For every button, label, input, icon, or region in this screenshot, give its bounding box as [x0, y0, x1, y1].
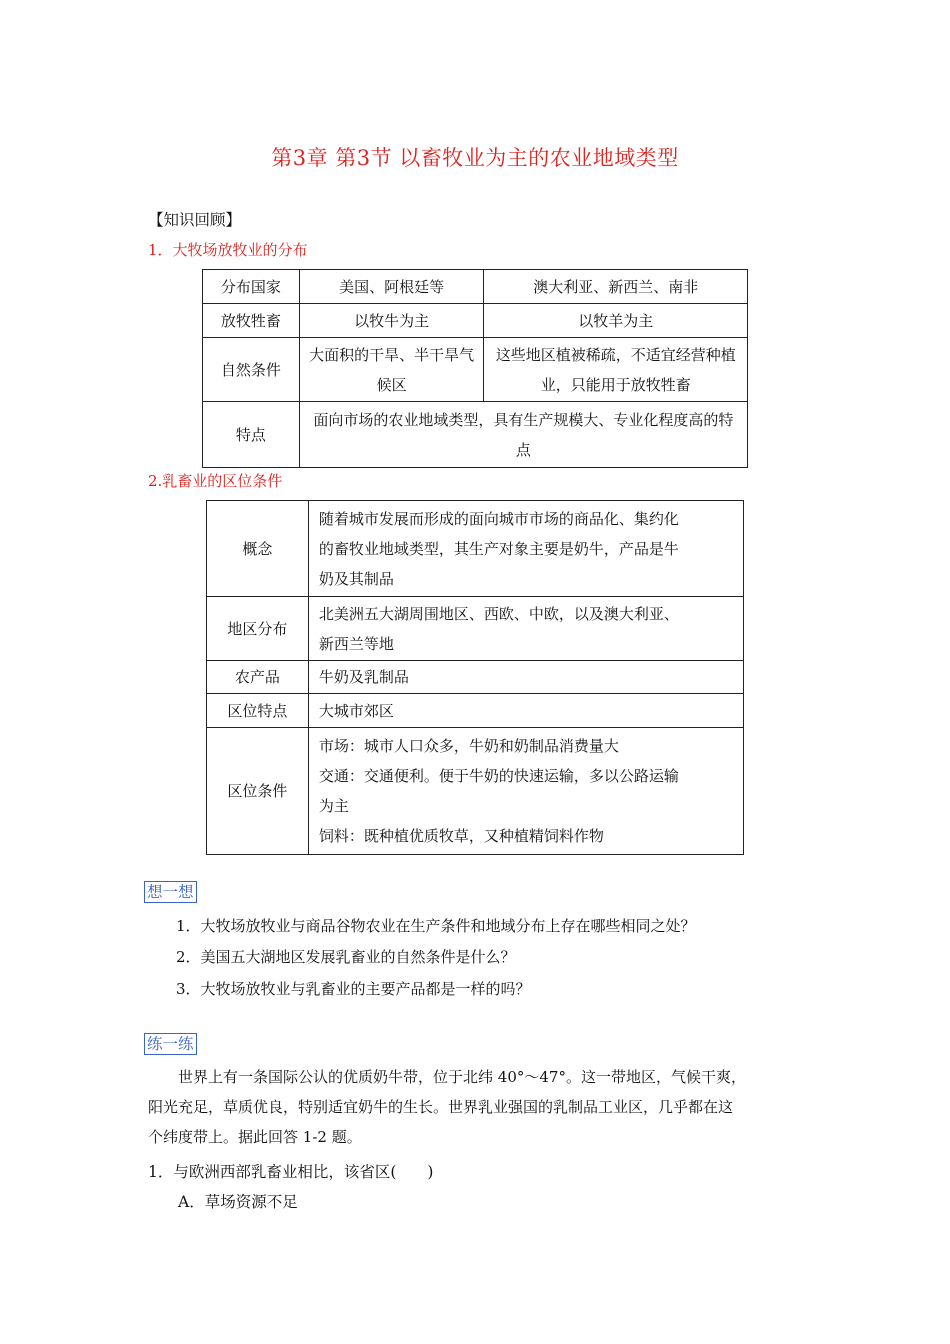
row-label: 地区分布 — [207, 597, 309, 661]
page-title: 第3章 第3节 以畜牧业为主的农业地域类型 — [271, 146, 679, 170]
cell: 大面积的干旱、半干旱气候区 — [299, 338, 484, 402]
think-label-text: 想一想 — [144, 881, 197, 903]
review-label: 【知识回顾】 — [148, 211, 242, 229]
cell: 面向市场的农业地域类型，具有生产规模大、专业化程度高的特点 — [299, 402, 747, 468]
cell-line: 北美洲五大湖周围地区、西欧、中欧，以及澳大利亚、 — [318, 604, 679, 623]
section2-heading: 2.乳畜业的区位条件 — [148, 472, 283, 490]
cell: 大城市郊区 — [308, 694, 743, 728]
cell-line: 随着城市发展而形成的面向城市市场的商品化、集约化 — [318, 509, 679, 528]
table-row — [203, 270, 748, 304]
table-row — [207, 661, 744, 694]
row-label: 区位条件 — [207, 728, 309, 855]
think-label — [144, 881, 197, 903]
paragraph-line: 世界上有一条国际公认的优质奶牛带，位于北纬 40°～47°。这一带地区，气候干爽， — [178, 1068, 746, 1086]
cell-line: 饲料：既种植优质牧草，又种植精饲料作物 — [318, 827, 604, 845]
cell: 牛奶及乳制品 — [308, 661, 743, 694]
dairy-table — [206, 500, 744, 855]
section1-heading: 1．大牧场放牧业的分布 — [148, 241, 308, 259]
table-row — [207, 728, 744, 855]
cell-line: 为主 — [318, 797, 349, 815]
practice-label-text: 练一练 — [144, 1033, 197, 1055]
cell: 美国、阿根廷等 — [299, 270, 484, 304]
table-row — [203, 338, 748, 402]
table-row — [203, 304, 748, 338]
cell: 这些地区植被稀疏，不适宜经营种植业，只能用于放牧牲畜 — [484, 338, 748, 402]
cell — [308, 597, 743, 661]
row-label: 区位特点 — [207, 694, 309, 728]
cell — [308, 501, 743, 597]
table-row — [207, 501, 744, 597]
cell: 澳大利亚、新西兰、南非 — [484, 270, 748, 304]
paragraph-line: 阳光充足，草质优良，特别适宜奶牛的生长。世界乳业强国的乳制品工业区，几乎都在这 — [148, 1098, 734, 1116]
cell — [308, 728, 743, 855]
cell-line: 的畜牧业地域类型，其生产对象主要是奶牛，产品是牛 — [318, 539, 679, 558]
grazing-table — [202, 269, 748, 468]
cell-line: 新西兰等地 — [318, 634, 394, 653]
practice-paragraph — [148, 1062, 828, 1152]
row-label: 特点 — [203, 402, 300, 468]
think-question-3: 3．大牧场放牧业与乳畜业的主要产品都是一样的吗？ — [176, 980, 531, 998]
practice-label — [144, 1033, 197, 1055]
cell: 以牧羊为主 — [484, 304, 748, 338]
option-a: A．草场资源不足 — [178, 1193, 298, 1211]
think-question-2: 2．美国五大湖地区发展乳畜业的自然条件是什么？ — [176, 948, 516, 966]
table-row — [207, 597, 744, 661]
table-row — [203, 402, 748, 468]
row-label: 自然条件 — [203, 338, 300, 402]
row-label: 放牧牲畜 — [203, 304, 300, 338]
cell-line: 奶及其制品 — [318, 569, 394, 588]
row-label: 农产品 — [207, 661, 309, 694]
row-label: 概念 — [207, 501, 309, 597]
cell: 以牧牛为主 — [299, 304, 484, 338]
table-row — [207, 694, 744, 728]
think-question-1: 1．大牧场放牧业与商品谷物农业在生产条件和地域分布上存在哪些相同之处？ — [176, 917, 696, 935]
cell-line: 市场：城市人口众多，牛奶和奶制品消费量大 — [318, 737, 619, 755]
row-label: 分布国家 — [203, 270, 300, 304]
paragraph-line: 个纬度带上。据此回答 1-2 题。 — [148, 1128, 362, 1146]
cell-line: 交通：交通便利。便于牛奶的快速运输，多以公路运输 — [318, 767, 679, 785]
practice-question-1: 1．与欧洲西部乳畜业相比，该省区( ) — [148, 1163, 434, 1181]
